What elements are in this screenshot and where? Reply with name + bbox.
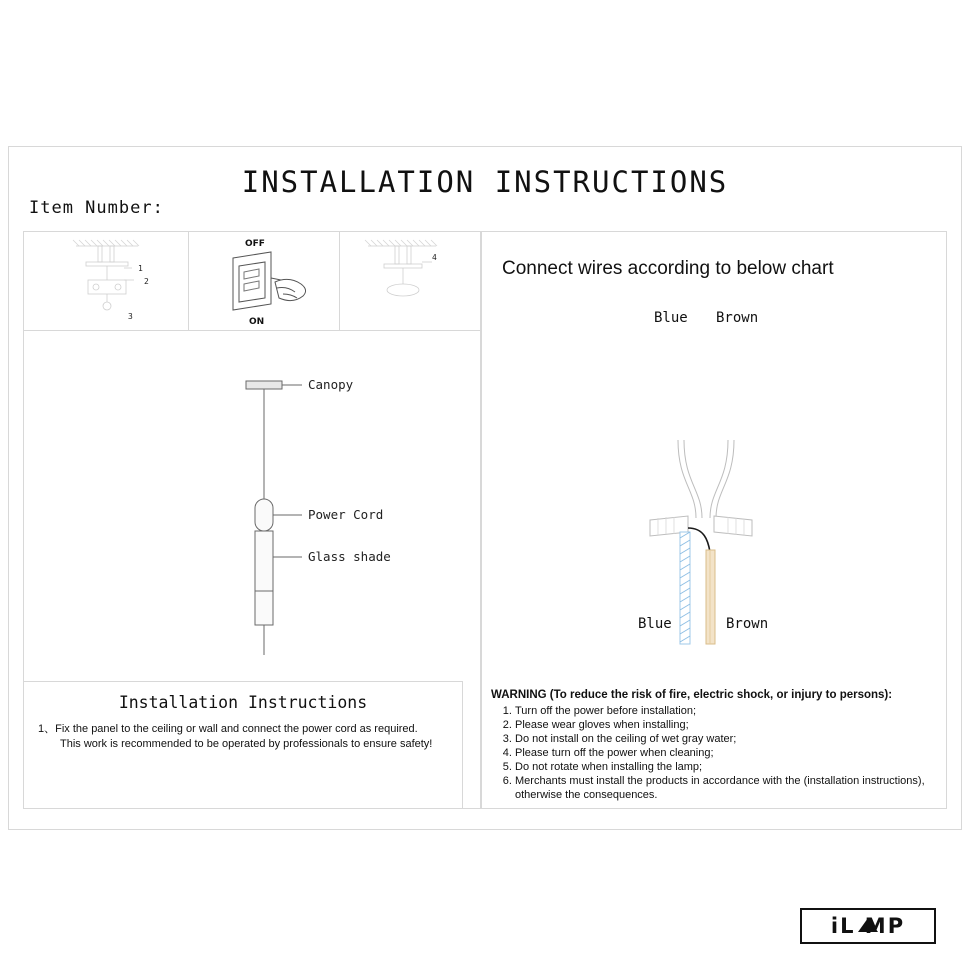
warning-item [515,775,939,802]
warning-box [481,681,947,809]
instruction-item [34,722,452,752]
instruction-continuation: This work is recommended to be operated by professionals to ensure safety! [60,738,433,750]
installation-instructions-box [23,681,463,809]
brand-logo [800,908,936,944]
warning-list [491,705,939,803]
power-cord-label: Power Cord [308,507,384,522]
page-title: INSTALLATION INSTRUCTIONS [241,165,729,199]
instruction-sheet [8,146,962,830]
instruction-text: Fix the panel to the ceiling or wall and connect the power cord as required. [55,723,418,735]
wiring-heading: Connect wires according to below chart [502,258,834,279]
svg-text:2: 2 [144,277,149,286]
item-number-label: Item Number: [29,198,164,218]
warning-title: WARNING (To reduce the risk of fire, electric shock, or injury to persons): [491,689,893,701]
svg-text:Brown: Brown [726,616,769,632]
svg-text:3: 3 [128,312,133,321]
warning-item-text: Merchants must install the products in accordance with the (installation instructions), [515,775,925,788]
step-1-illustration [23,231,189,331]
switch-on-label: ON [249,317,265,327]
brand-logo-text: iL MP [830,914,906,938]
installation-instructions-heading: Installation Instructions [118,693,368,712]
svg-text:Blue: Blue [654,310,688,326]
svg-text:4: 4 [432,253,437,262]
svg-text:Brown: Brown [716,310,759,326]
warning-item: 4. Please turn off the power when cleaning; [515,747,939,761]
step-illustrations-strip [23,231,481,331]
warning-item: 5. Do not rotate when installing the lamp; [515,761,939,775]
step-4-illustration [339,231,481,331]
svg-text:Blue: Blue [638,616,672,632]
glass-shade-label: Glass shade [308,549,391,564]
instruction-number: 1、 [38,723,56,735]
warning-item: 2. Please wear gloves when installing; [515,719,939,733]
warning-item: 3. Do not install on the ceiling of wet gray water; [515,733,939,747]
canopy-label: Canopy [308,377,354,392]
warning-item-continuation: otherwise the consequences. [515,789,658,802]
svg-text:1: 1 [138,264,143,273]
switch-off-label: OFF [245,239,265,249]
warning-item: 1. Turn off the power before installation; [515,705,939,719]
step-2-illustration [188,231,340,331]
